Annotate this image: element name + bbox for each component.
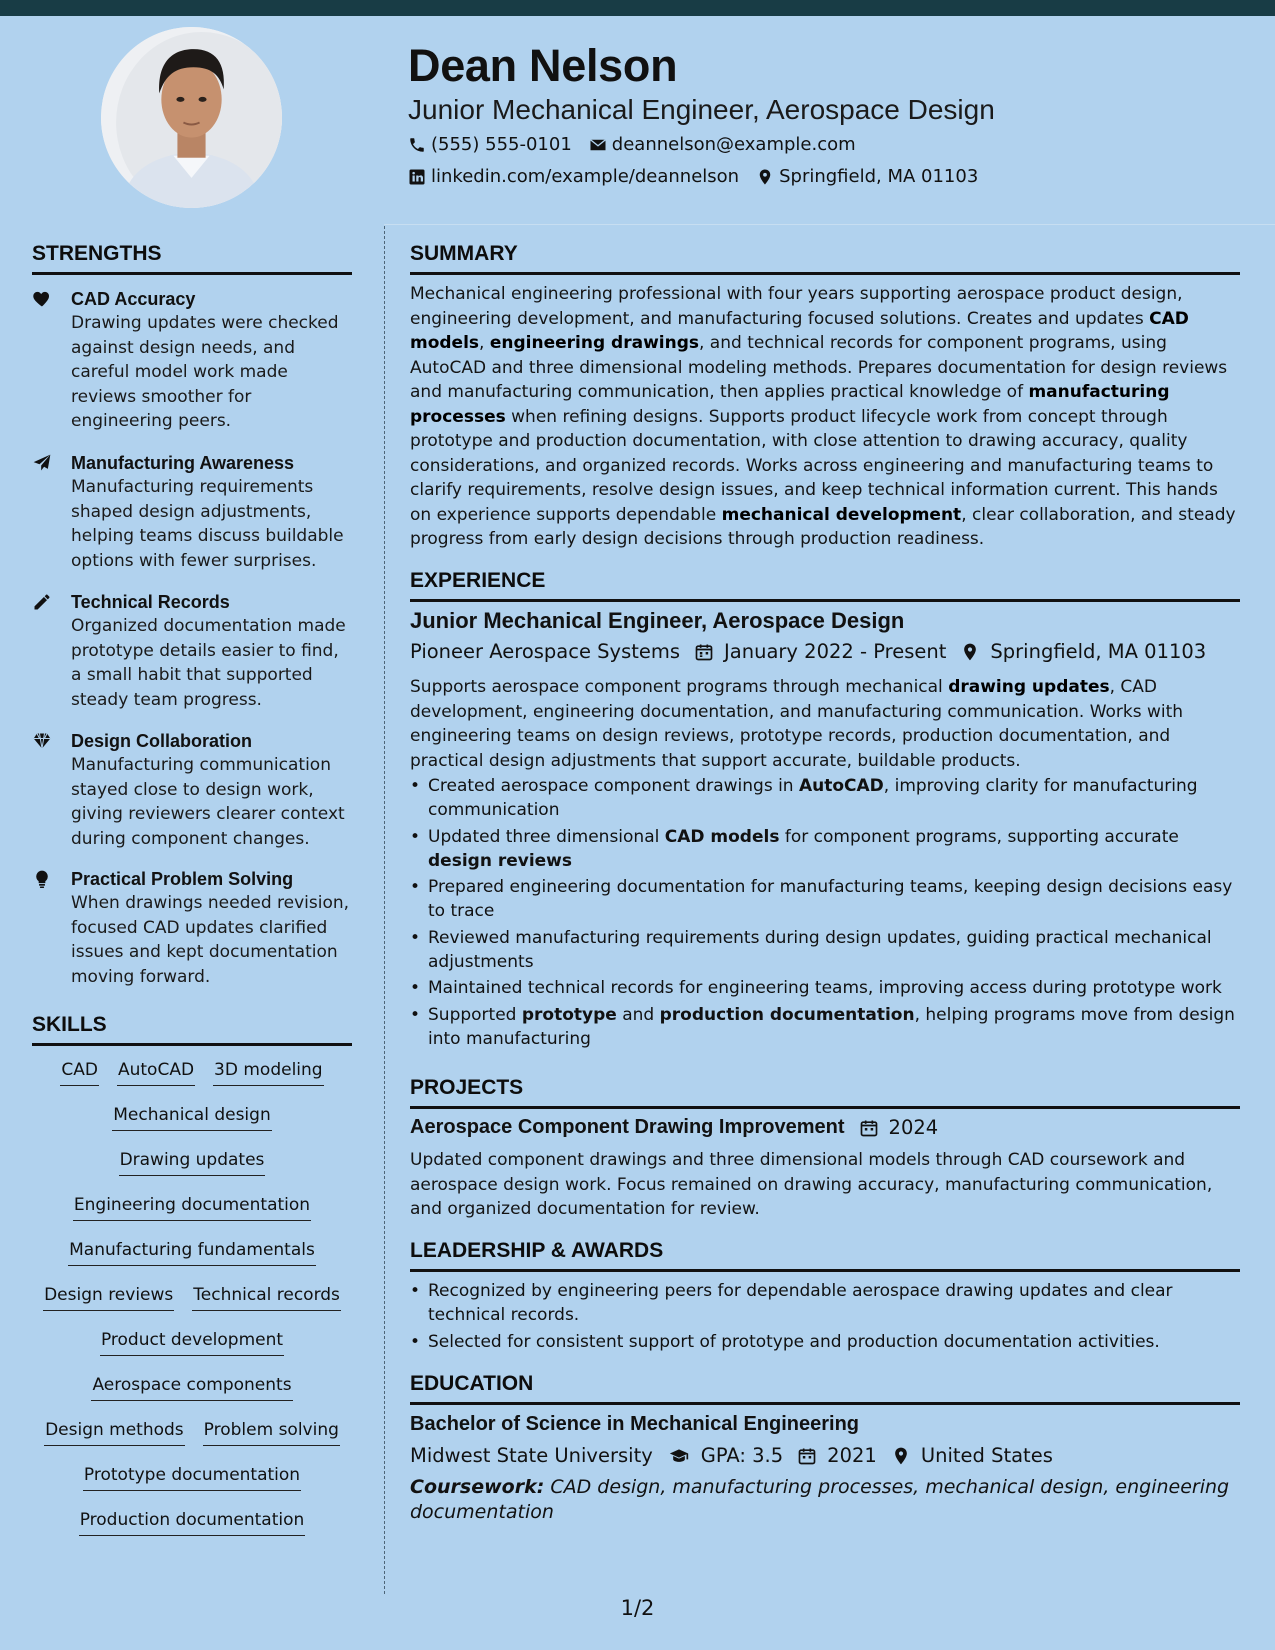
bullet-item: • Recognized by engineering peers for dependable aerospace drawing updates and clear technical records.	[410, 1279, 1240, 1327]
strength-desc: Manufacturing communication stayed close to design work, giving reviewers clearer context during component changes.	[71, 755, 345, 849]
contact-row-2	[408, 166, 995, 187]
skill-tag: Aerospace components	[91, 1373, 292, 1401]
project-year: 2024	[888, 1116, 939, 1139]
experience-description: Supports aerospace component programs through mechanical drawing updates, CAD development, engineering documentation, and manufacturing communication. Works with engineering teams on design reviews, prototype records, production documentation, and practical design adjustments that support accurate, buildable products.	[410, 677, 1184, 771]
skill-tag: CAD	[60, 1058, 99, 1086]
strength-item	[32, 867, 352, 989]
contact-phone[interactable]	[408, 134, 572, 155]
experience-meta	[410, 640, 1206, 663]
skill-row	[32, 1418, 352, 1463]
skill-row	[32, 1238, 352, 1283]
contact-row-1	[408, 134, 873, 155]
strength-desc: When drawings needed revision, focused CAD updates clarified issues and kept documentation moving forward.	[71, 893, 350, 987]
degree: Bachelor of Science in Mechanical Engineering	[410, 1413, 860, 1435]
skill-tag: Technical records	[192, 1283, 341, 1311]
contact-email[interactable]	[589, 134, 856, 155]
job-dates: January 2022 - Present	[724, 640, 947, 663]
strength-item	[32, 287, 352, 434]
envelope-icon	[589, 136, 607, 154]
bullet-item: • Prepared engineering documentation for manufacturing teams, keeping design decisions easy to trace	[410, 875, 1240, 923]
strength-item	[32, 451, 352, 573]
skills-heading: SKILLS	[32, 1013, 352, 1046]
skill-row	[32, 1148, 352, 1193]
graduation-cap-icon	[667, 1446, 691, 1466]
job-location: Springfield, MA 01103	[990, 640, 1207, 663]
header-divider	[384, 224, 1275, 225]
education-meta	[410, 1444, 1053, 1467]
person-portrait-icon	[101, 27, 282, 208]
skill-row	[32, 1508, 352, 1553]
skill-row	[32, 1463, 352, 1508]
bullet-item: • Updated three dimensional CAD models for component programs, supporting accurate design reviews	[410, 825, 1240, 873]
leadership-heading: LEADERSHIP & AWARDS	[410, 1239, 1240, 1272]
bullet-item: • Reviewed manufacturing requirements during design updates, guiding practical mechanical adjustments	[410, 926, 1240, 974]
skills-list	[32, 1058, 352, 1553]
strengths-heading: STRENGTHS	[32, 242, 352, 275]
bullet-item: • Maintained technical records for engineering teams, improving access during prototype work	[410, 976, 1240, 1000]
education-heading: EDUCATION	[410, 1372, 1240, 1405]
bullet-item: • Selected for consistent support of prototype and production documentation activities.	[410, 1330, 1240, 1354]
skill-tag: Design reviews	[43, 1283, 174, 1311]
bullet-item: • Created aerospace component drawings in AutoCAD, improving clarity for manufacturing communication	[410, 774, 1240, 822]
top-accent-bar	[0, 0, 1275, 16]
lightbulb-icon	[32, 869, 54, 889]
phone-text: (555) 555-0101	[431, 134, 572, 155]
summary-heading: SUMMARY	[410, 242, 1240, 275]
experience-job-title: Junior Mechanical Engineer, Aerospace Design	[410, 608, 905, 633]
strength-title: Design Collaboration	[71, 731, 253, 751]
skill-row	[32, 1103, 352, 1148]
skill-tag: Manufacturing fundamentals	[68, 1238, 316, 1266]
strength-desc: Organized documentation made prototype details easier to find, a small habit that supported steady team progress.	[71, 616, 346, 710]
gpa: GPA: 3.5	[700, 1444, 784, 1467]
location-text: Springfield, MA 01103	[779, 166, 979, 187]
skill-tag: Product development	[100, 1328, 284, 1356]
skill-tag: Production documentation	[79, 1508, 306, 1536]
pencil-icon	[32, 592, 54, 612]
bullet-item: • Supported prototype and production documentation, helping programs move from design into manufacturing	[410, 1003, 1240, 1051]
coursework	[410, 1475, 1240, 1524]
project-description: Updated component drawings and three dimensional models through CAD coursework and aerospace design work. Focus remained on drawing accuracy, manufacturing communication, and organized documentation for review.	[410, 1150, 1213, 1219]
linkedin-icon	[408, 168, 426, 186]
skill-tag: Drawing updates	[119, 1148, 266, 1176]
strength-desc: Manufacturing requirements shaped design adjustments, helping teams discuss buildable options with fewer surprises.	[71, 477, 344, 571]
skill-row	[32, 1058, 352, 1103]
project-title: Aerospace Component Drawing Improvement	[410, 1116, 845, 1138]
profile-photo	[101, 27, 282, 208]
experience-bullets	[410, 774, 1240, 1053]
candidate-title: Junior Mechanical Engineer, Aerospace Design	[408, 94, 995, 125]
company-name: Pioneer Aerospace Systems	[410, 640, 681, 663]
skill-row	[32, 1193, 352, 1238]
candidate-name: Dean Nelson	[408, 40, 678, 91]
strength-title: Practical Problem Solving	[71, 869, 294, 889]
skill-row	[32, 1283, 352, 1328]
school-name: Midwest State University	[410, 1444, 653, 1467]
column-divider	[384, 226, 385, 1594]
email-text: deannelson@example.com	[611, 134, 856, 155]
experience-heading: EXPERIENCE	[410, 569, 1240, 602]
skill-tag: Prototype documentation	[83, 1463, 301, 1491]
skill-tag: Problem solving	[203, 1418, 340, 1446]
map-pin-icon	[756, 168, 774, 186]
paper-plane-icon	[32, 453, 54, 473]
strength-title: CAD Accuracy	[71, 289, 196, 309]
coursework-label: Coursework:	[410, 1476, 545, 1498]
project-header	[410, 1116, 938, 1139]
skill-row	[32, 1328, 352, 1373]
map-pin-icon	[891, 1446, 911, 1466]
education-country: United States	[920, 1444, 1053, 1467]
projects-heading: PROJECTS	[410, 1076, 1240, 1109]
coursework-text: CAD design, manufacturing processes, mechanical design, engineering documentation	[410, 1476, 1230, 1523]
skill-row	[32, 1373, 352, 1418]
calendar-icon	[859, 1118, 879, 1138]
heart-icon	[32, 289, 54, 309]
calendar-icon	[797, 1446, 817, 1466]
map-pin-icon	[960, 642, 980, 662]
diamond-icon	[32, 731, 54, 751]
contact-location	[756, 166, 978, 187]
calendar-icon	[694, 642, 714, 662]
strength-desc: Drawing updates were checked against design needs, and careful model work made reviews smoother for engineering peers.	[71, 313, 339, 431]
linkedin-text: linkedin.com/example/deannelson	[431, 166, 740, 187]
skill-tag: Mechanical design	[112, 1103, 271, 1131]
strength-title: Manufacturing Awareness	[71, 453, 295, 473]
skill-tag: Engineering documentation	[73, 1193, 311, 1221]
skill-tag: Design methods	[44, 1418, 185, 1446]
leadership-bullets	[410, 1279, 1240, 1356]
strength-item	[32, 590, 352, 712]
contact-linkedin[interactable]	[408, 166, 739, 187]
page-number: 1/2	[620, 1596, 655, 1620]
graduation-year: 2021	[827, 1444, 877, 1467]
summary-text: Mechanical engineering professional with four years supporting aerospace product design, engineering development, and manufacturing focused solutions. Creates and updates CAD models, engineering drawings, and technical records for component programs, using AutoCAD and three dimensional modeling methods. Prepares documentation for design reviews and manufacturing communication, then applies practical knowledge of manufacturing processes when refining designs. Supports product lifecycle work from concept through prototype and production documentation, with close attention to drawing accuracy, quality considerations, and organized records. Works across engineering and manufacturing teams to clarify requirements, resolve design issues, and keep technical information current. This hands on experience supports dependable mechanical development, clear collaboration, and steady progress from early design decisions through production readiness.	[410, 284, 1236, 549]
skill-tag: AutoCAD	[117, 1058, 195, 1086]
strength-title: Technical Records	[71, 592, 230, 612]
strength-item	[32, 729, 352, 851]
phone-icon	[408, 136, 426, 154]
skill-tag: 3D modeling	[213, 1058, 324, 1086]
